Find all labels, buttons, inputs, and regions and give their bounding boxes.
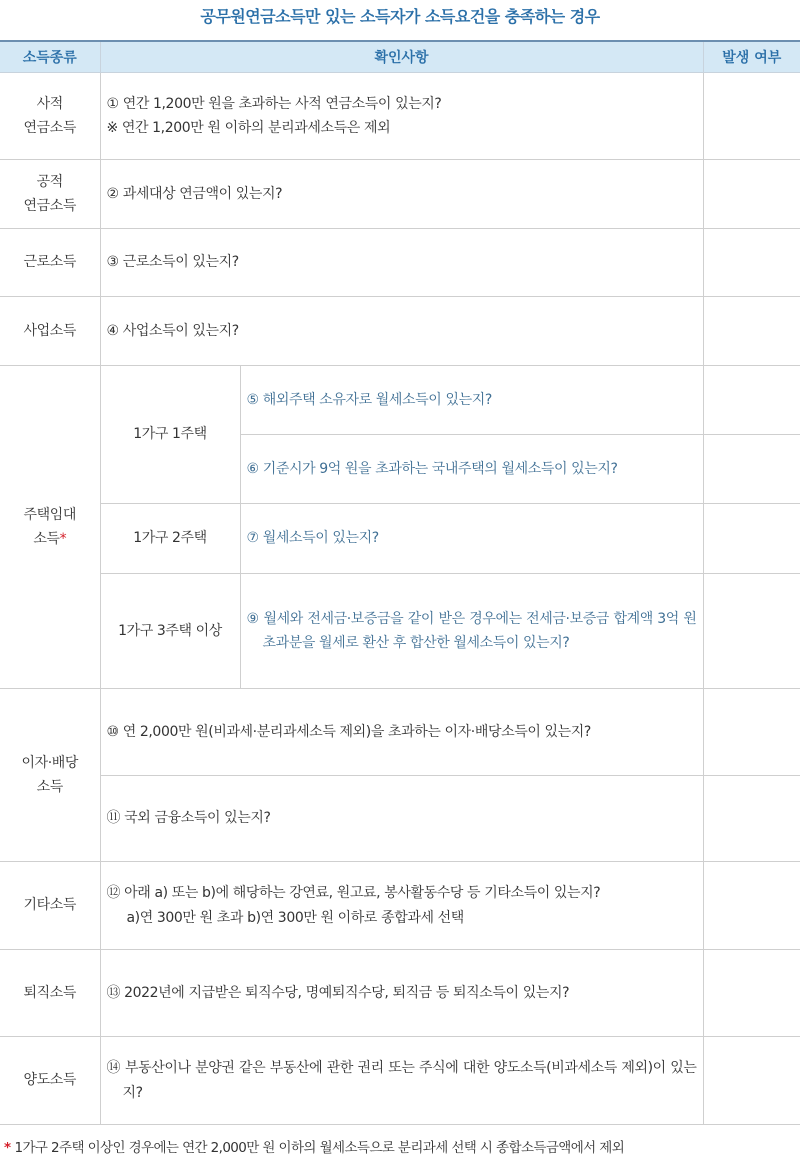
house-count-cell: 1가구 3주택 이상 <box>100 574 240 689</box>
type-label-line2: 연금소득 <box>23 120 76 136</box>
table-row <box>0 950 800 1037</box>
check-item-text: ⑪ 국외 금융소득이 있는지? <box>100 776 703 862</box>
header-check-items: 확인사항 <box>100 41 703 73</box>
table-row <box>0 297 800 366</box>
check-item-text: ⑨ 월세와 전세금·보증금을 같이 받은 경우에는 전세금·보증금 합계액 3억 원 초과분을 월세로 환산 후 합산한 월세소득이 있는지? <box>240 574 703 689</box>
income-type-cell: 근로소득 <box>0 229 100 297</box>
table-row <box>0 504 800 574</box>
check-item-text: ⑭ 부동산이나 분양권 같은 부동산에 관한 권리 또는 주식에 대한 양도소득(비과세소득 제외)이 있는지? <box>100 1037 703 1125</box>
check-item-text: ⑦ 월세소득이 있는지? <box>240 504 703 574</box>
table-row <box>0 229 800 297</box>
occurrence-cell[interactable] <box>703 862 800 950</box>
income-type-cell <box>0 366 100 689</box>
income-type-cell: 기타소득 <box>0 862 100 950</box>
table-row <box>0 73 800 160</box>
house-count-cell: 1가구 2주택 <box>100 504 240 574</box>
occurrence-cell[interactable] <box>703 73 800 160</box>
check-item-text: ⑫ 아래 a) 또는 b)에 해당하는 강연료, 원고료, 봉사활동수당 등 기타소득이 있는지? <box>106 885 601 902</box>
header-occurrence: 발생 여부 <box>703 41 800 73</box>
page-title: 공무원연금소득만 있는 소득자가 소득요건을 충족하는 경우 <box>200 7 600 26</box>
check-item-text: ⑩ 연 2,000만 원(비과세·분리과세소득 제외)을 초과하는 이자·배당소득이 있는지? <box>100 689 703 776</box>
type-label-line2: 소득 <box>33 531 60 547</box>
table-row <box>0 862 800 950</box>
occurrence-cell[interactable] <box>703 689 800 776</box>
footnote <box>4 1136 800 1156</box>
footnote-text: 1가구 2주택 이상인 경우에는 연간 2,000만 원 이하의 월세소득으로 분리과세 선택 시 종합소득금액에서 제외 <box>14 1140 625 1156</box>
check-item-text: ⑥ 기준시가 9억 원을 초과하는 국내주택의 월세소득이 있는지? <box>240 435 703 504</box>
table-row <box>0 366 800 435</box>
income-type-cell: 양도소득 <box>0 1037 100 1125</box>
check-item-text: ⑤ 해외주택 소유자로 월세소득이 있는지? <box>240 366 703 435</box>
income-check-table <box>0 40 800 1125</box>
income-type-cell: 사업소득 <box>0 297 100 366</box>
footnote-asterisk: * <box>59 531 67 547</box>
table-row <box>0 689 800 776</box>
occurrence-cell[interactable] <box>703 160 800 229</box>
type-label-line1: 공적 <box>36 173 63 190</box>
occurrence-cell[interactable] <box>703 776 800 862</box>
check-item-text: ② 과세대상 연금액이 있는지? <box>100 160 703 229</box>
occurrence-cell[interactable] <box>703 366 800 435</box>
occurrence-cell[interactable] <box>703 574 800 689</box>
check-item-options: a)연 300만 원 초과 b)연 300만 원 이하로 종합과세 선택 <box>126 909 464 926</box>
type-label-line2: 소득 <box>36 779 63 795</box>
check-item-text: ⑬ 2022년에 지급받은 퇴직수당, 명예퇴직수당, 퇴직금 등 퇴직소득이 있는지? <box>100 950 703 1037</box>
occurrence-cell[interactable] <box>703 504 800 574</box>
check-item-text: ① 연간 1,200만 원을 초과하는 사적 연금소득이 있는지? <box>106 95 442 112</box>
table-row <box>0 160 800 229</box>
type-label-line1: 사적 <box>36 95 63 112</box>
income-type-cell <box>0 689 100 862</box>
check-item-text: ④ 사업소득이 있는지? <box>100 297 703 366</box>
occurrence-cell[interactable] <box>703 950 800 1037</box>
table-row <box>0 776 800 862</box>
income-type-cell: 퇴직소득 <box>0 950 100 1037</box>
check-item-cell <box>100 862 703 950</box>
occurrence-cell[interactable] <box>703 1037 800 1125</box>
type-label-line2: 연금소득 <box>23 198 76 214</box>
header-income-type: 소득종류 <box>0 41 100 73</box>
income-type-cell <box>0 73 100 160</box>
header-row <box>0 41 800 73</box>
footnote-mark: * <box>4 1140 11 1156</box>
type-label-line1: 주택임대 <box>23 506 76 523</box>
occurrence-cell[interactable] <box>703 297 800 366</box>
table-row <box>0 1037 800 1125</box>
check-item-cell <box>100 73 703 160</box>
house-count-cell: 1가구 1주택 <box>100 366 240 504</box>
check-item-text: ③ 근로소득이 있는지? <box>100 229 703 297</box>
table-row <box>0 574 800 689</box>
income-type-cell <box>0 160 100 229</box>
occurrence-cell[interactable] <box>703 229 800 297</box>
occurrence-cell[interactable] <box>703 435 800 504</box>
check-item-note: ※ 연간 1,200만 원 이하의 분리과세소득은 제외 <box>106 120 391 136</box>
type-label-line1: 이자·배당 <box>21 754 79 771</box>
